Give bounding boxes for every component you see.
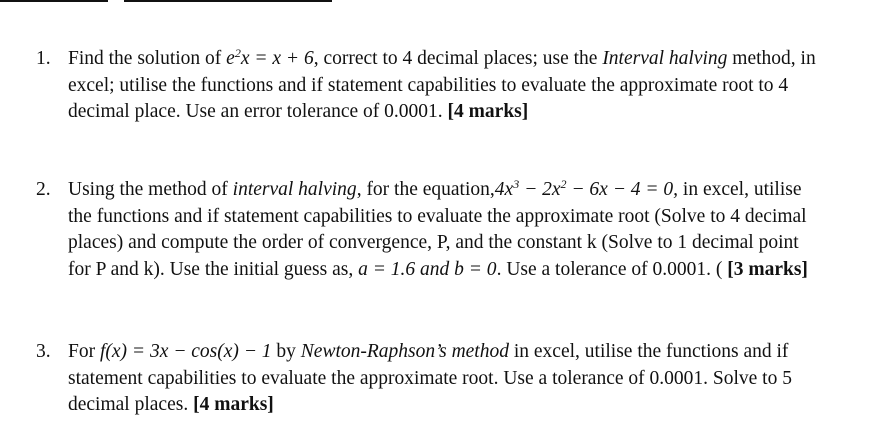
- text-segment: Using the method of: [68, 179, 233, 200]
- text-segment: , for the equation,: [356, 179, 495, 200]
- question-text: [68, 46, 826, 126]
- question-1: [36, 46, 826, 126]
- exponent: 3: [513, 177, 520, 191]
- question-number: 1.: [36, 48, 51, 69]
- exponent: 2: [560, 177, 567, 191]
- text-segment: method, in excel; utilise the functions and if statement capabilities to evaluate the approximate root to 4 decimal place. Use an error tolerance of 0.0001.: [68, 48, 816, 122]
- text-segment: . Use a tolerance of 0.0001. (: [496, 258, 728, 280]
- marks-label: [3 marks]: [727, 258, 808, 280]
- question-text: [68, 177, 826, 283]
- question-2: [36, 177, 826, 283]
- method-name: Interval halving: [602, 48, 728, 69]
- exponent: 2: [234, 46, 241, 60]
- marks-label: [4 marks]: [447, 101, 529, 122]
- method-name: interval halving: [232, 179, 357, 200]
- marks-label: [4 marks]: [193, 394, 274, 415]
- equation: [495, 179, 678, 200]
- math-term: − 6x − 4 = 0,: [566, 179, 679, 200]
- math-term: e: [226, 48, 235, 69]
- math-term: x = x + 6: [240, 48, 314, 69]
- question-number: 2.: [36, 179, 51, 200]
- question-3: [36, 339, 826, 419]
- equation: f(x) = 3x − cos(x) − 1: [99, 341, 272, 362]
- text-segment: , correct to 4 decimal places; use the: [313, 48, 603, 69]
- text-segment: Find the solution of: [68, 48, 227, 69]
- math-term: 4x: [494, 179, 514, 200]
- method-name: Newton-Raphson’s method: [300, 341, 509, 362]
- text-segment: by: [271, 341, 301, 362]
- top-underline-left: [0, 0, 108, 2]
- text-segment: in excel, utilise the functions and if statement capabilities to evaluate the approximate root. Use a tolerance of 0.0001. Solve to 5 decimal places.: [68, 341, 792, 415]
- top-underline-right: [124, 0, 332, 2]
- text-segment: in excel, utilise the functions and if statement capabilities to evaluate the approximate root (Solve to 4 decimal places) and compute the order of convergence, P, and the constant k (Solve to 1 decimal point for P and k). Use the initial guess as,: [68, 179, 807, 280]
- equation: [226, 48, 314, 69]
- math-term: − 2x: [519, 179, 561, 200]
- question-text: [68, 339, 826, 419]
- question-number: 3.: [36, 341, 51, 362]
- initial-guess: a = 1.6 and b = 0: [358, 258, 497, 280]
- text-segment: For: [68, 341, 100, 362]
